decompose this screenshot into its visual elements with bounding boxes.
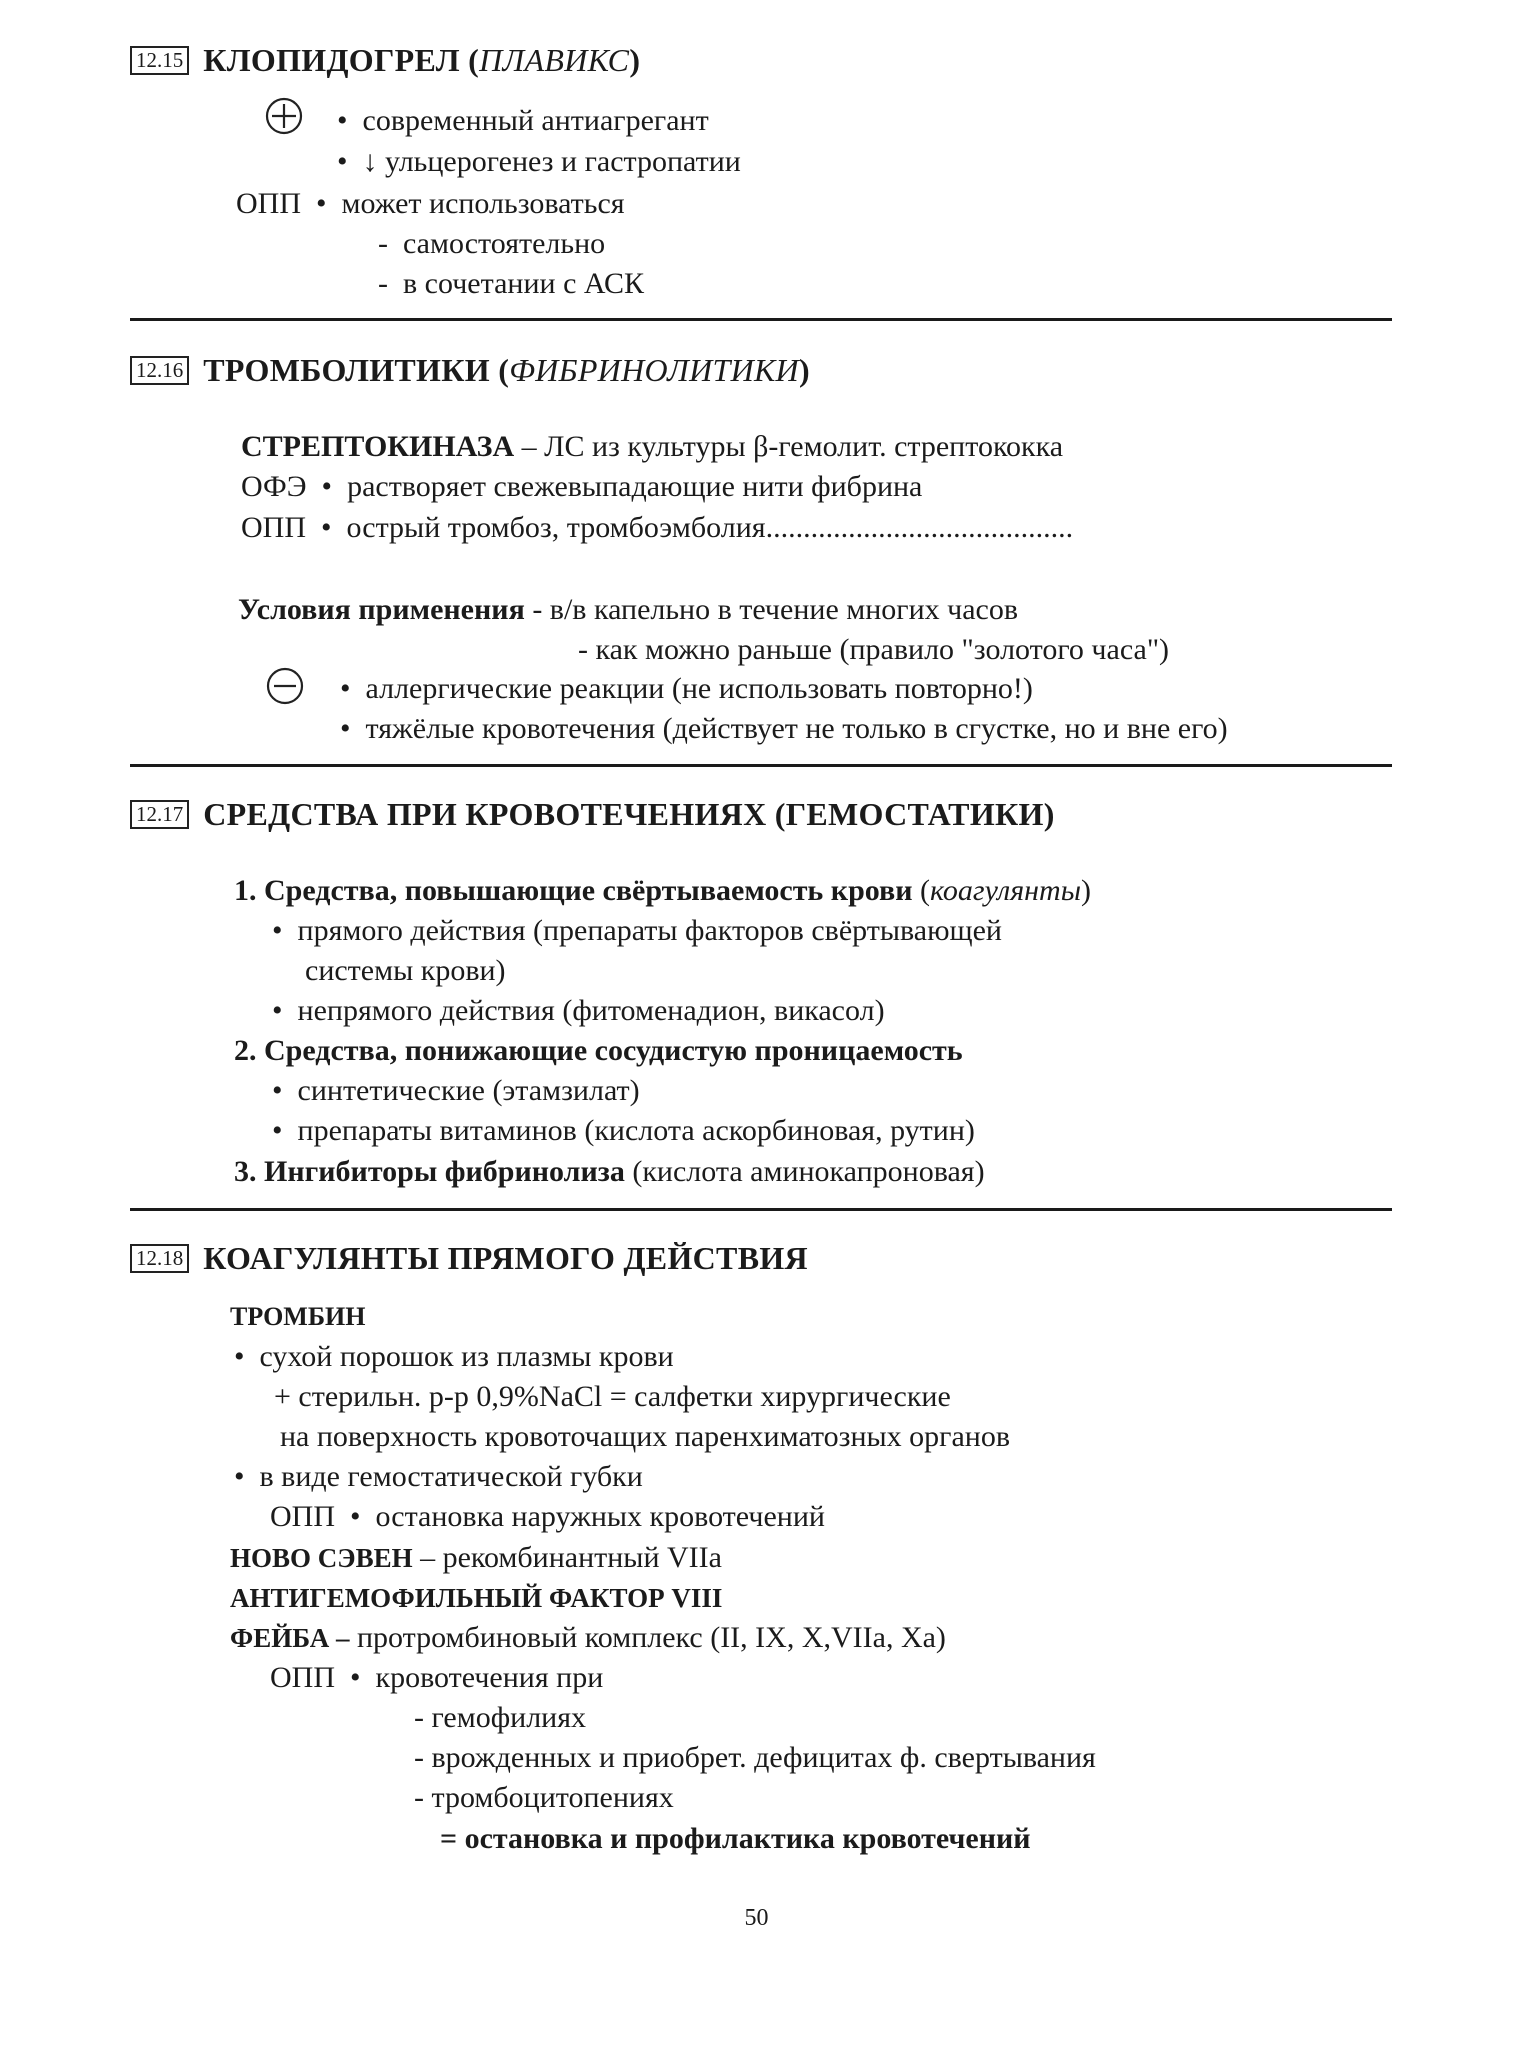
conditions-line: Условия применения - в/в капельно в течение многих часов xyxy=(238,593,1019,626)
bullet-line: • в виде гемостатической губки xyxy=(234,1460,643,1493)
section-title: КОАГУЛЯНТЫ ПРЯМОГО ДЕЙСТВИЯ xyxy=(203,1240,808,1276)
sub-line: • непрямого действия (фитоменадион, викасол) xyxy=(272,994,885,1027)
opp-line: ОПП • кровотечения при xyxy=(270,1661,604,1694)
conclusion-line: = остановка и профилактика кровотечений xyxy=(440,1822,1031,1855)
opp-line: ОПП • остановка наружных кровотечений xyxy=(270,1500,825,1533)
drug-line: НОВО СЭВЕН – рекомбинантный VIIa xyxy=(230,1541,722,1574)
sub-line: - самостоятельно xyxy=(378,227,606,260)
opp-label: ОПП xyxy=(236,187,301,220)
section-number: 12.17 xyxy=(130,800,189,829)
drug-name: ТРОМБИН xyxy=(230,1302,366,1331)
sub-line: • синтетические (этамзилат) xyxy=(272,1074,640,1107)
section-number: 12.16 xyxy=(130,356,189,385)
drug-line: ФЕЙБА – протромбиновый комплекс (II, IX, X,VIIa, Xa) xyxy=(230,1621,946,1654)
ofe-line: ОФЭ • растворяет свежевыпадающие нити фибрина xyxy=(241,470,923,503)
list-item: 3. Ингибиторы фибринолиза (кислота аминокапроновая) xyxy=(234,1155,985,1188)
sub-line: - гемофилиях xyxy=(414,1701,587,1734)
sub-line: - тромбоцитопениях xyxy=(414,1781,674,1814)
conditions-label: Условия применения xyxy=(238,593,525,626)
section-title-italic: ФИБРИНОЛИТИКИ xyxy=(509,352,799,388)
section-title: ТРОМБОЛИТИКИ xyxy=(203,352,490,388)
section-divider xyxy=(130,764,1392,767)
opp-line: ОПП • острый тромбоз, тромбоэмболия......................................... xyxy=(241,511,1074,544)
section-number: 12.18 xyxy=(130,1244,189,1273)
drug-line: АНТИГЕМОФИЛЬНЫЙ ФАКТОР VIII xyxy=(230,1583,723,1613)
page-number: 50 xyxy=(744,1905,769,1931)
section-title-italic: ПЛАВИКС xyxy=(479,42,630,78)
drug-line: СТРЕПТОКИНАЗА – ЛС из культуры β-гемолит. стрептококка xyxy=(241,430,1064,463)
section-divider xyxy=(130,1208,1392,1211)
minus-in-circle-icon xyxy=(265,666,305,706)
plus-in-circle-icon xyxy=(264,96,304,136)
bullet-line: • ↓ ульцерогенез и гастропатии xyxy=(337,145,741,178)
document-page: 12.15 КЛОПИДОГРЕЛ (ПЛАВИКС) • современный антиагрегант • ↓ ульцерогенез и гастропатии ОПП • может использоваться - самостоятельно - в сочетании с АСК 12.16 ТРОМБОЛИТИКИ (ФИБРИНОЛИТИКИ) СТРЕПТОКИНАЗА – ЛС из культуры β-гемолит. стрептококка ОФЭ • растворяет свежевыпадающие нити фибрина ОПП • острый тромбоз, тромбоэмболия......................................... Условия применения - в/в капельно в течение многих часов - как можно раньше (правило "золотого часа") • аллергические реакции (не использовать повторно!) • тяжёлые кровотечения (действует не только в сгустке, но и вне его) 12.17 СРЕДСТВА ПРИ КРОВОТЕЧЕНИЯХ (ГЕМОСТАТИКИ) 1. Средства, повышающие свёртываемость крови (коагулянты) • прямого действия (препараты факторов свёртывающей системы крови) • непрямого действия (фитоменадион, викасол) 2. Средства, понижающие сосудистую проницаемость • синтетические (этамзилат) • препараты витаминов (кислота аскорбиновая, рутин) 3. Ингибиторы фибринолиза (кислота аминокапроновая) 12.18 КОАГУЛЯНТЫ ПРЯМОГО ДЕЙСТВИЯ ТРОМБИН • сухой порошок из плазмы крови + стерильн. р-р 0,9%NaCl = салфетки хирургические на поверхность кровоточащих паренхиматозных органов • в виде гемостатической губки ОПП • остановка наружных кровотечений НОВО СЭВЕН – рекомбинантный VIIa АНТИГЕМОФИЛЬНЫЙ ФАКТОР VIII ФЕЙБА – протромбиновый комплекс (II, IX, X,VIIa, Xa) ОПП • кровотечения при - гемофилиях - врожденных и приобрет. дефицитах ф. свертывания - тромбоцитопениях = остановка и профилактика кровотечений 50 xyxy=(0,0,1513,2050)
bullet-line: • сухой порошок из плазмы крови xyxy=(234,1340,674,1373)
sub-line: • прямого действия (препараты факторов свёртывающей xyxy=(272,914,1002,947)
bullet-line: • современный антиагрегант xyxy=(337,104,709,137)
sub-line: системы крови) xyxy=(305,954,506,987)
list-item: 1. Средства, повышающие свёртываемость крови (коагулянты) xyxy=(234,874,1092,907)
drug-name: СТРЕПТОКИНАЗА xyxy=(241,430,515,463)
ofe-label: ОФЭ xyxy=(241,470,307,503)
conditions-line: - как можно раньше (правило "золотого часа") xyxy=(578,633,1170,666)
bullet-line: • тяжёлые кровотечения (действует не только в сгустке, но и вне его) xyxy=(340,712,1228,745)
opp-label: ОПП xyxy=(241,511,306,544)
section-title: КЛОПИДОГРЕЛ xyxy=(203,42,460,78)
sub-line: • препараты витаминов (кислота аскорбиновая, рутин) xyxy=(272,1114,975,1147)
bullet-line: • аллергические реакции (не использовать повторно!) xyxy=(340,672,1033,705)
sub-line: на поверхность кровоточащих паренхиматозных органов xyxy=(280,1420,1011,1453)
sub-line: - врожденных и приобрет. дефицитах ф. свертывания xyxy=(414,1741,1096,1774)
sub-line: + стерильн. р-р 0,9%NaCl = салфетки хирургические xyxy=(274,1380,951,1413)
section-title: СРЕДСТВА ПРИ КРОВОТЕЧЕНИЯХ (ГЕМОСТАТИКИ) xyxy=(203,796,1055,832)
section-number: 12.15 xyxy=(130,46,189,75)
opp-line: ОПП • может использоваться xyxy=(236,187,625,220)
list-item: 2. Средства, понижающие сосудистую проницаемость xyxy=(234,1034,963,1067)
sub-line: - в сочетании с АСК xyxy=(378,267,645,300)
section-divider xyxy=(130,318,1392,321)
